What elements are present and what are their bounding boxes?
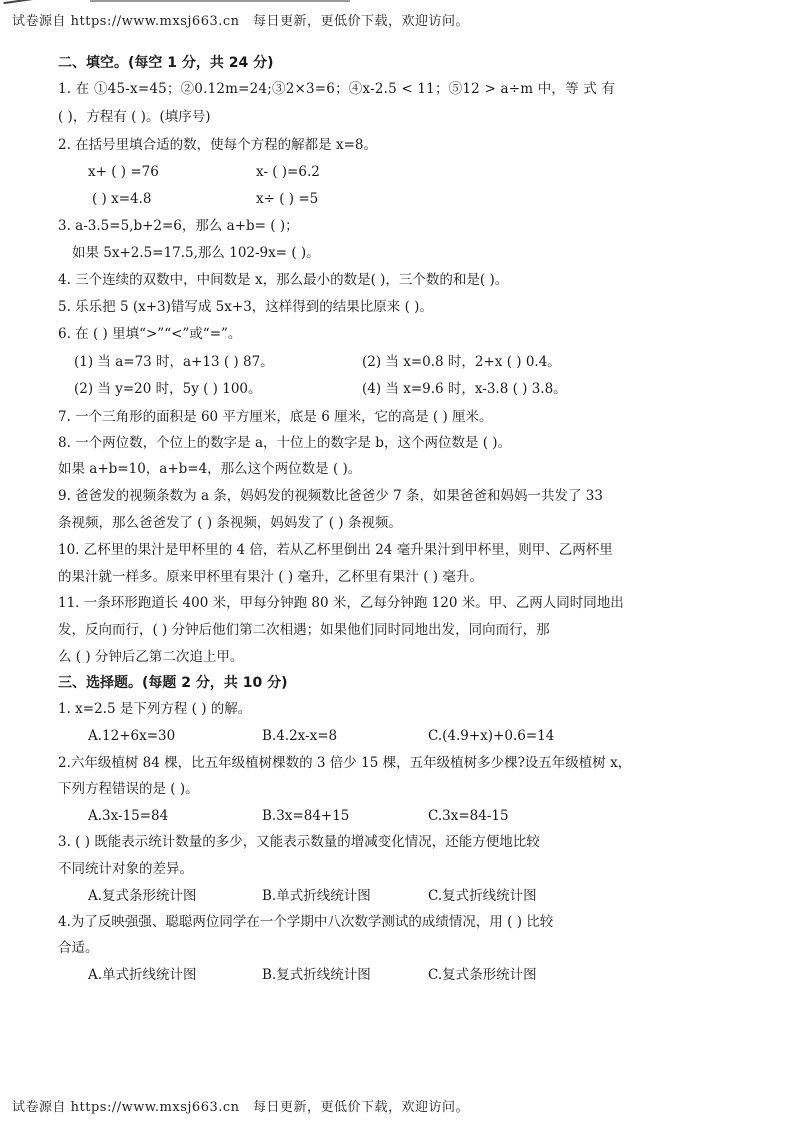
watermark-top: 试卷源自 https://www.mxsj663.cn 每日更新，更低价下载，欢迎访问。 [12,14,470,29]
mc-question-3-option-a: A.复式条形统计图 [88,888,197,904]
question-6-item-4: (4) 当 x=9.6 时，x-3.8 ( ) 3.8。 [362,381,567,397]
scan-artifact [90,0,350,6]
mc-question-1-option-c: C.(4.9+x)+0.6=14 [428,728,555,744]
mc-question-4-option-c: C.复式条形统计图 [428,967,537,983]
mc-question-2-option-b: B.3x=84+15 [262,808,350,824]
question-1-line-2: ( )，方程有 ( )。(填序号) [58,109,211,125]
question-3-line-2: 如果 5x+2.5=17.5,那么 102-9x= ( )。 [72,245,320,261]
mc-question-3-line-2: 不同统计对象的差异。 [58,861,193,877]
watermark-bottom: 试卷源自 https://www.mxsj663.cn 每日更新，更低价下载，欢迎访问。 [12,1100,470,1115]
question-4: 4. 三个连续的双数中，中间数是 x，那么最小的数是( )，三个数的和是( )。 [58,272,509,288]
mc-question-1-option-b: B.4.2x-x=8 [262,728,338,744]
question-6-stem: 6. 在 ( ) 里填“>”“<”或“=”。 [58,326,242,342]
question-10-line-1: 10. 乙杯里的果汁是甲杯里的 4 倍，若从乙杯里倒出 24 毫升果汁到甲杯里，则甲、乙两杯里 [58,542,613,558]
mc-question-2-line-1: 2.六年级植树 84 棵，比五年级植树棵数的 3 倍少 15 棵，五年级植树多少棵?设五年级植树 x， [58,755,632,771]
question-6-item-1: (1) 当 a=73 时，a+13 ( ) 87。 [74,354,274,370]
question-2-eq-4: x÷ ( ) =5 [256,191,319,207]
mc-question-3-option-c: C.复式折线统计图 [428,888,537,904]
question-10-line-2: 的果汁就一样多。原来甲杯里有果汁 ( ) 毫升，乙杯里有果汁 ( ) 毫升。 [58,569,483,585]
question-3-line-1: 3. a-3.5=5,b+2=6，那么 a+b= ( )； [58,218,299,234]
question-11-line-1: 11. 一条环形跑道长 400 米，甲每分钟跑 80 米，乙每分钟跑 120 米。甲、乙两人同时同地出 [58,595,624,611]
mc-question-4-line-1: 4.为了反映强强、聪聪两位同学在一个学期中八次数学测试的成绩情况，用 ( ) 比较 [58,914,554,930]
question-8-line-1: 8. 一个两位数，个位上的数字是 a，十位上的数字是 b，这个两位数是 ( )。 [58,435,512,451]
mc-question-3-line-1: 3. ( ) 既能表示统计数量的多少，又能表示数量的增减变化情况，还能方便地比较 [58,834,540,850]
question-2-eq-1: x+ ( ) =76 [88,164,159,180]
question-7: 7. 一个三角形的面积是 60 平方厘米，底是 6 厘米，它的高是 ( ) 厘米。 [58,409,493,425]
mc-question-1-option-a: A.12+6x=30 [88,728,176,744]
mc-question-2-option-a: A.3x-15=84 [88,808,169,824]
mc-question-3-option-b: B.单式折线统计图 [262,888,371,904]
question-2-eq-3: ( ) x=4.8 [92,191,152,207]
question-9-line-2: 条视频，那么爸爸发了 ( ) 条视频，妈妈发了 ( ) 条视频。 [58,515,402,531]
mc-question-4-option-a: A.单式折线统计图 [88,967,197,983]
question-6-item-2: (2) 当 x=0.8 时，2+x ( ) 0.4。 [362,354,561,370]
question-2-stem: 2. 在括号里填合适的数，使每个方程的解都是 x=8。 [58,137,377,153]
question-2-eq-2: x- ( )=6.2 [256,164,320,180]
mc-question-2-line-2: 下列方程错误的是 ( )。 [58,781,199,797]
question-11-line-3: 么 ( ) 分钟后乙第二次追上甲。 [58,649,244,665]
mc-question-4-line-2: 合适。 [58,940,99,956]
question-6-item-3: (2) 当 y=20 时，5y ( ) 100。 [74,381,262,397]
mc-question-4-option-b: B.复式折线统计图 [262,967,371,983]
mc-question-1: 1. x=2.5 是下列方程 ( ) 的解。 [58,701,252,717]
section-title-multiple-choice: 三、选择题。(每题 2 分，共 10 分) [58,675,288,691]
section-title-fill-blank: 二、填空。(每空 1 分，共 24 分) [58,55,274,71]
mc-question-2-option-c: C.3x=84-15 [428,808,509,824]
question-9-line-1: 9. 爸爸发的视频条数为 a 条，妈妈发的视频数比爸爸少 7 条，如果爸爸和妈妈一共发了 33 [58,488,603,504]
question-11-line-2: 发，反向而行，( ) 分钟后他们第二次相遇；如果他们同时同地出发，同向而行，那 [58,622,550,638]
question-1-line-1: 1. 在 ①45-x=45；②0.12m=24;③2×3=6；④x-2.5 < 11；⑤12 > a÷m 中，等 式 有 [58,81,616,97]
question-5: 5. 乐乐把 5 (x+3)错写成 5x+3，这样得到的结果比原来 ( )。 [58,299,433,315]
question-8-line-2: 如果 a+b=10，a+b=4，那么这个两位数是 ( )。 [58,461,362,477]
